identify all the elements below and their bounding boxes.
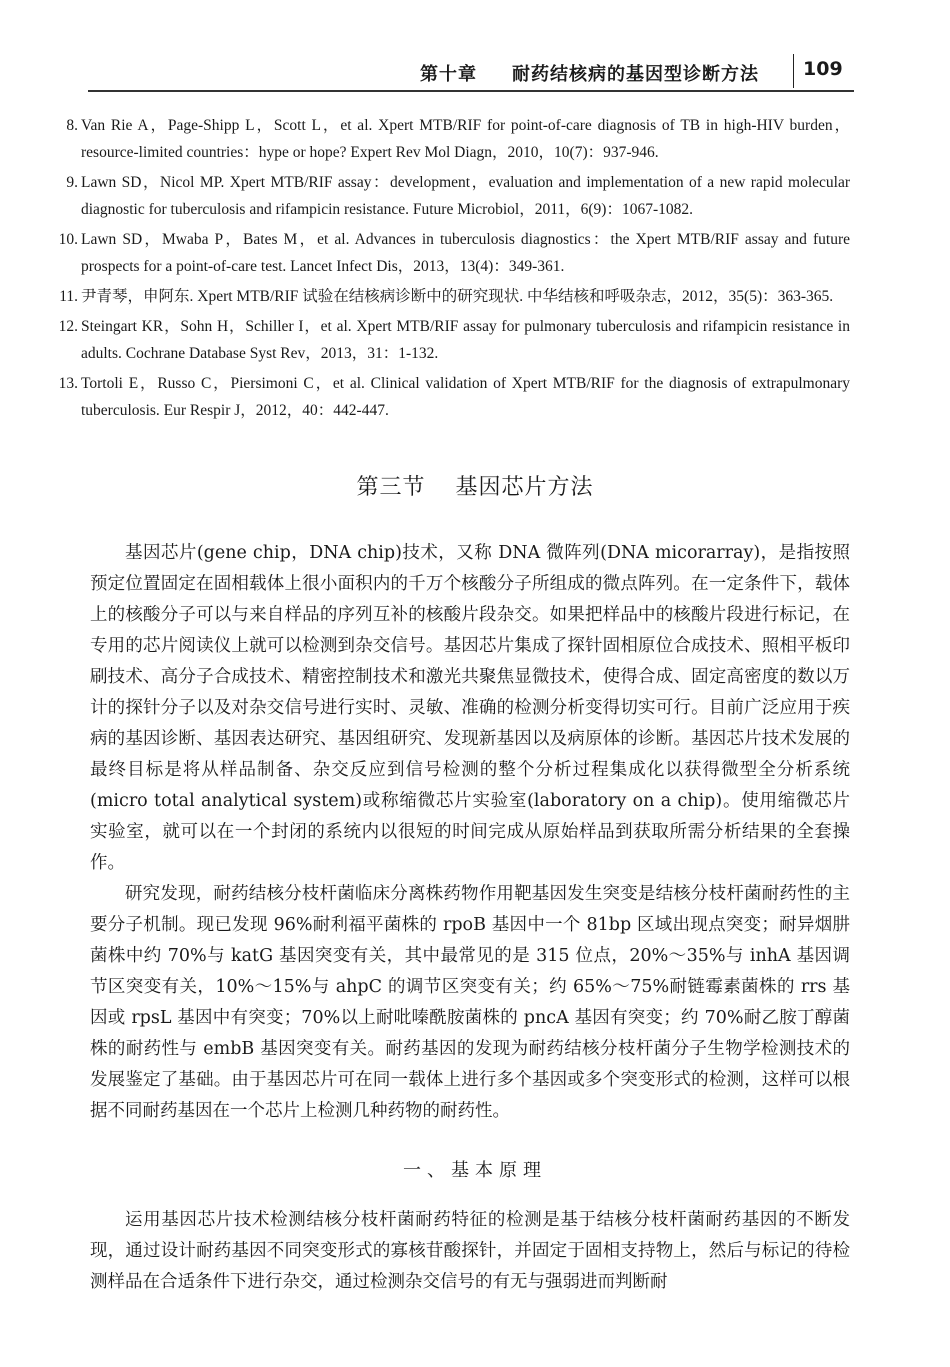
- reference-number: 8.: [66, 117, 78, 134]
- reference-text: 尹青琴，申阿东. Xpert MTB/RIF 试验在结核病诊断中的研究现状. 中华结核和呼吸杂志，2012，35(5)：363-365.: [81, 288, 834, 305]
- section-number: 第三节: [356, 475, 426, 500]
- page-number: 109: [803, 58, 843, 80]
- reference-item: [50, 226, 850, 280]
- header-divider: [793, 54, 794, 88]
- body-paragraph: 研究发现，耐药结核分枝杆菌临床分离株药物作用靶基因发生突变是结核分枝杆菌耐药性的主要分子机制。现已发现 96%耐利福平菌株的 rpoB 基因中一个 81bp 区域出现点突变；耐异烟肼菌株中约 70%与 katG 基因突变有关，其中最常见的是 315 位点，20%～35%与 inhA 基因调节区突变有关，10%～15%与 ahpC 的调节区突变有关；约 65%～75%耐链霉素菌株的 rrs 基因或 rpsL 基因中有突变；70%以上耐吡嗪酰胺菌株的 pncA 基因有突变；约 70%耐乙胺丁醇菌株的耐药性与 embB 基因突变有关。耐药基因的发现为耐药结核分枝杆菌分子生物学检测技术的发展鉴定了基础。由于基因芯片可在同一载体上进行多个基因或多个突变形式的检测，这样可以根据不同耐药基因在一个芯片上检测几种药物的耐药性。: [90, 884, 850, 1121]
- reference-item: [50, 313, 850, 367]
- header-rule: [88, 90, 854, 92]
- subsection-heading: 一、基本原理: [403, 1160, 547, 1181]
- reference-text: Lawn SD，Mwaba P，Bates M，et al. Advances in tuberculosis diagnostics：the Xpert MTB/RIF assay and future prospects for a point-of-care test. Lancet Infect Dis，2013，13(4)：349-361.: [81, 231, 850, 275]
- reference-text: Lawn SD，Nicol MP. Xpert MTB/RIF assay：development，evaluation and implementation of a new rapid molecular diagnostic for tuberculosis and rifampicin resistance. Future Microbiol，2011，6(9)：1067-1082.: [81, 174, 850, 218]
- section-heading: [0, 470, 950, 501]
- chapter-label: 第十章: [420, 64, 477, 85]
- reference-text: Steingart KR，Sohn H，Schiller I，et al. Xpert MTB/RIF assay for pulmonary tuberculosis and rifampicin resistance in adults. Cochrane Database Syst Rev，2013，31：1-132.: [81, 318, 850, 362]
- body-paragraph: 运用基因芯片技术检测结核分枝杆菌耐药特征的检测是基于结核分枝杆菌耐药基因的不断发现，通过设计耐药基因不同突变形式的寡核苷酸探针，并固定于固相支持物上，然后与标记的待检测样品在合适条件下进行杂交，通过检测杂交信号的有无与强弱进而判断耐: [90, 1210, 850, 1292]
- reference-item: [50, 370, 850, 424]
- reference-item: [50, 169, 850, 223]
- reference-number: 12.: [58, 318, 78, 335]
- reference-number: 13.: [58, 375, 78, 392]
- section-body: [90, 538, 850, 1127]
- reference-list: [50, 112, 850, 427]
- reference-text: Tortoli E，Russo C，Piersimoni C，et al. Clinical validation of Xpert MTB/RIF for the diagnosis of extrapulmonary tuberculosis. Eur Respir J，2012，40：442-447.: [81, 375, 850, 419]
- reference-number: 9.: [66, 174, 78, 191]
- running-header: [0, 44, 950, 92]
- reference-number: 10.: [58, 231, 78, 248]
- section-title: 基因芯片方法: [455, 475, 594, 500]
- reference-text: Van Rie A，Page-Shipp L，Scott L，et al. Xpert MTB/RIF for point-of-care diagnosis of TB in high-HIV burden，resource-limited countries：hype or hope? Expert Rev Mol Diagn，2010，10(7)：937-946.: [81, 117, 850, 161]
- chapter-title: 耐药结核病的基因型诊断方法: [512, 64, 759, 85]
- reference-number: 11.: [59, 288, 78, 305]
- body-paragraph: 基因芯片(gene chip，DNA chip)技术，又称 DNA 微阵列(DNA micorarray)，是指按照预定位置固定在固相载体上很小面积内的千万个核酸分子所组成的微点阵列。在一定条件下，载体上的核酸分子可以与来自样品的序列互补的核酸片段杂交。如果把样品中的核酸片段进行标记，在专用的芯片阅读仪上就可以检测到杂交信号。基因芯片集成了探针固相原位合成技术、照相平板印刷技术、高分子合成技术、精密控制技术和激光共聚焦显微技术，使得合成、固定高密度的数以万计的探针分子以及对杂交信号进行实时、灵敏、准确的检测分析变得切实可行。目前广泛应用于疾病的基因诊断、基因表达研究、基因组研究、发现新基因以及病原体的诊断。基因芯片技术发展的最终目标是将从样品制备、杂交反应到信号检测的整个分析过程集成化以获得微型全分析系统(micro total analytical system)或称缩微芯片实验室(laboratory on a chip)。使用缩微芯片实验室，就可以在一个封闭的系统内以很短的时间完成从原始样品到获取所需分析结果的全套操作。: [90, 543, 850, 873]
- subsection-body: [90, 1205, 850, 1298]
- reference-item: [50, 112, 850, 166]
- reference-item: [50, 283, 850, 310]
